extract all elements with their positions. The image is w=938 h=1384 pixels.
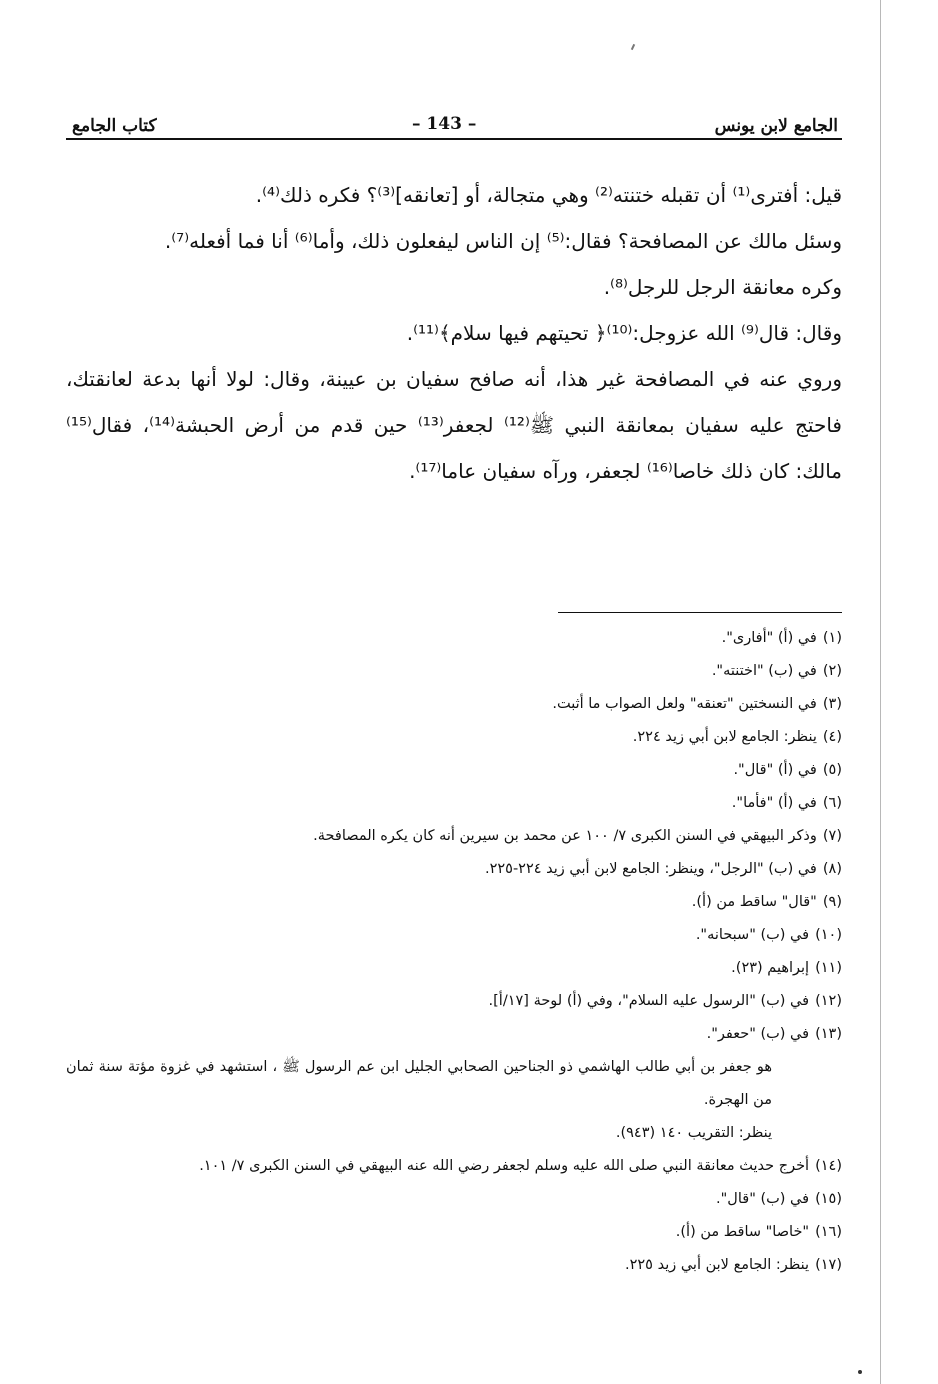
footnote-number: (٢): [822, 663, 842, 679]
footnote-rule: [558, 612, 842, 613]
page-spine-shadow: [880, 0, 881, 1384]
footnote-text: في النسختين "تعنقه" ولعل الصواب ما أثبت.: [552, 696, 817, 712]
footnote-text: "خاصا" ساقط من (أ).: [675, 1224, 810, 1240]
footnote-13-biography: هو جعفر بن أبي طالب الهاشمي ذو الجناحين الصحابي الجليل ابن عم الرسول ﷺ ، استشهد في غزوة مؤتة سنة ثمان من الهجرة.: [66, 1059, 772, 1108]
scan-dot: [858, 1370, 862, 1374]
footnote-text: ينظر: الجامع لابن أبي زيد ٢٢٤.: [632, 729, 817, 745]
footnote-3: [66, 688, 842, 721]
paragraph-3: وكره معانقة الرجل للرجل⁽⁸⁾.: [603, 275, 842, 299]
footnote-12: [66, 985, 842, 1018]
footnote-15: [66, 1183, 842, 1216]
footnote-text: في (ب) "حعفر".: [706, 1026, 810, 1042]
footnote-text: في (ب) "قال".: [716, 1191, 810, 1207]
footnote-text: في (ب) "اختنته".: [711, 663, 817, 679]
paragraph-5: وروي عنه في المصافحة غير هذا، أنه صافح سفيان بن عيينة، وقال: لولا أنها بدعة لعانقتك، فاحتج عليه سفيان بمعانقة النبي ﷺ⁽¹²⁾ لجعفر⁽¹³⁾ حين قدم من أرض الحبشة⁽¹⁴⁾، فقال⁽¹⁵⁾ مالك: كان ذلك خاصا⁽¹⁶⁾ لجعفر، ورآه سفيان عاما⁽¹⁷⁾.: [66, 367, 842, 483]
footnote-number: (٥): [822, 762, 842, 778]
paragraph-4: وقال: قال⁽⁹⁾ الله عزوجل:⁽¹⁰⁾﴿ تحيتهم فيها سلام﴾⁽¹¹⁾.: [406, 321, 842, 345]
footnotes: [66, 622, 842, 1282]
paragraph-2: وسئل مالك عن المصافحة؟ فقال:⁽⁵⁾ إن الناس ليفعلون ذلك، وأما⁽⁶⁾ أنا فما أفعله⁽⁷⁾.: [164, 229, 842, 253]
footnote-2: [66, 655, 842, 688]
footnote-6: [66, 787, 842, 820]
scan-speck: [631, 44, 635, 50]
footnote-number: (١٤): [815, 1158, 842, 1174]
footnote-text: في (ب) "سبحانه".: [695, 927, 810, 943]
footnote-text: إبراهيم (٢٣).: [731, 960, 810, 976]
footnote-text: في (أ) "فأما".: [731, 795, 817, 811]
footnote-text: وذكر البيهقي في السنن الكبرى ٧/ ١٠٠ عن محمد بن سيرين أنه كان يكره المصافحة.: [313, 828, 817, 844]
footnote-text: أخرج حديث معانقة النبي صلى الله عليه وسلم لجعفر رضي الله عنه البيهقي في السنن الكبرى ٧/ ١٠١.: [199, 1158, 810, 1174]
footnote-5: [66, 754, 842, 787]
footnote-text: في (ب) "الرجل"، وينظر: الجامع لابن أبي زيد ٢٢٤-٢٢٥.: [484, 861, 817, 877]
footnote-13-reference: ينظر: التقريب ١٤٠ (٩٤٣).: [615, 1125, 772, 1141]
main-text: [66, 172, 842, 494]
footnote-11: [66, 952, 842, 985]
footnote-number: (٧): [822, 828, 842, 844]
footnote-text: ينظر: الجامع لابن أبي زيد ٢٢٥.: [625, 1257, 810, 1273]
footnote-8: [66, 853, 842, 886]
footnote-number: (٨): [822, 861, 842, 877]
footnote-number: (١٣): [815, 1026, 842, 1042]
footnote-7: [66, 820, 842, 853]
page-number: – 143 –: [412, 114, 477, 134]
footnote-13: [66, 1018, 842, 1051]
header-book-title: الجامع لابن يونس: [714, 116, 838, 136]
footnote-16: [66, 1216, 842, 1249]
header-chapter-title: كتاب الجامع: [72, 116, 157, 136]
footnote-number: (١٧): [815, 1257, 842, 1273]
footnote-number: (١٠): [815, 927, 842, 943]
footnote-number: (١١): [815, 960, 842, 976]
footnote-number: (٩): [822, 894, 842, 910]
footnote-17: [66, 1249, 842, 1282]
footnote-number: (٦): [822, 795, 842, 811]
footnote-text: في (أ) "قال".: [733, 762, 817, 778]
footnote-number: (٤): [822, 729, 842, 745]
footnote-1: [66, 622, 842, 655]
footnote-number: (١): [822, 630, 842, 646]
footnote-text: "قال" ساقط من (أ).: [691, 894, 817, 910]
footnote-text: في (ب) "الرسول عليه السلام"، وفي (أ) لوحة [١٧/أ].: [488, 993, 810, 1009]
footnote-number: (١٦): [815, 1224, 842, 1240]
header-rule: [66, 138, 842, 140]
footnote-number: (١٢): [815, 993, 842, 1009]
footnote-4: [66, 721, 842, 754]
footnote-number: (٣): [822, 696, 842, 712]
paragraph-1: قيل: أفترى⁽¹⁾ أن تقبله ختنته⁽²⁾ وهي متجالة، أو [تعانقه]⁽³⁾؟ فكره ذلك⁽⁴⁾.: [255, 183, 842, 207]
footnote-9: [66, 886, 842, 919]
footnote-14: [66, 1150, 842, 1183]
footnote-10: [66, 919, 842, 952]
footnote-text: في (أ) "أفارى".: [721, 630, 817, 646]
footnote-number: (١٥): [815, 1191, 842, 1207]
